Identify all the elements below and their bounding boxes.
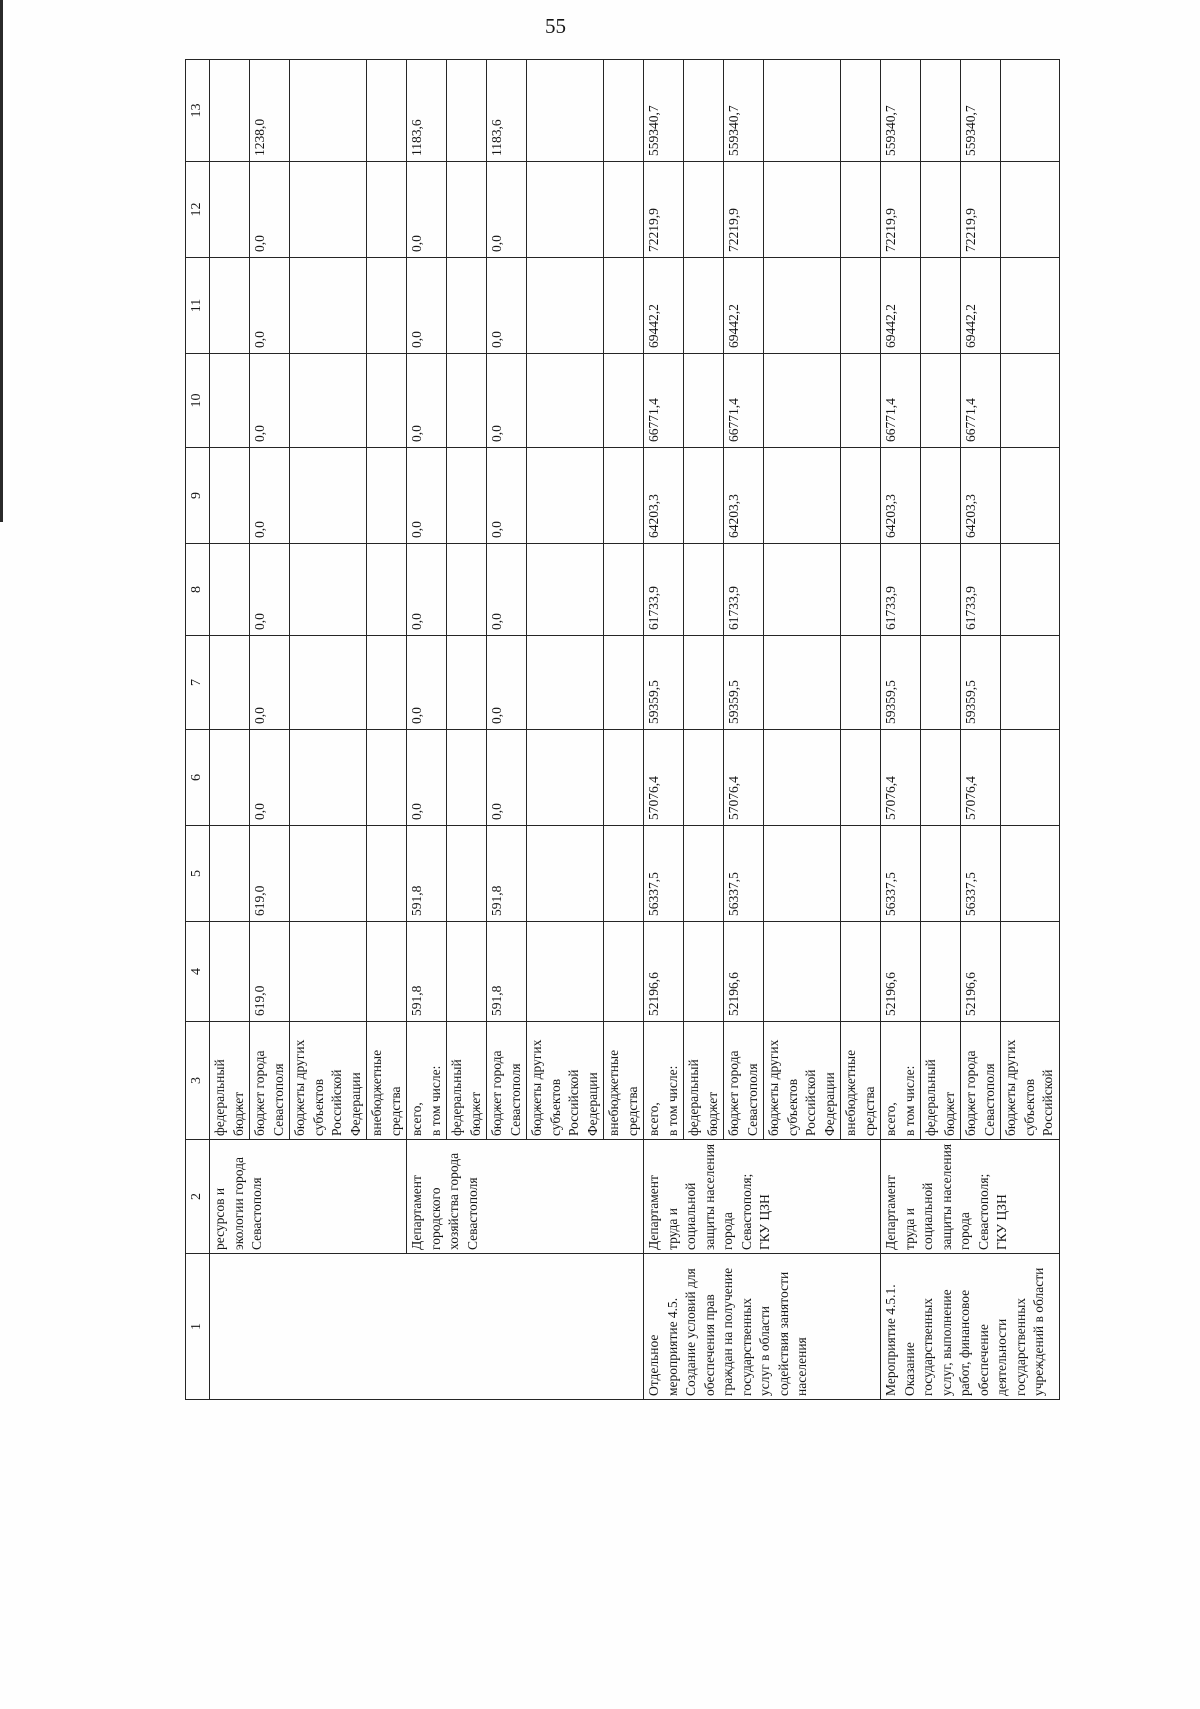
amount-cell <box>210 162 250 258</box>
amount-cell: 64203,3 <box>961 448 1001 544</box>
funding-source-cell: федеральный бюджет <box>210 1022 250 1140</box>
amount-cell <box>841 730 881 826</box>
measure-name-cell <box>210 1254 644 1400</box>
amount-cell <box>841 922 881 1022</box>
amount-cell: 64203,3 <box>724 448 764 544</box>
amount-cell: 591,8 <box>487 826 527 922</box>
column-number-13: 13 <box>186 60 210 162</box>
funding-source-cell: бюджеты других субъектов Российской Федерации <box>290 1022 367 1140</box>
amount-cell <box>604 544 644 636</box>
amount-cell: 57076,4 <box>961 730 1001 826</box>
rotated-table-wrapper <box>185 60 1060 1400</box>
amount-cell <box>1001 730 1060 826</box>
amount-cell: 56337,5 <box>644 826 684 922</box>
amount-cell <box>841 544 881 636</box>
funding-source-cell: федеральный бюджет <box>684 1022 724 1140</box>
amount-cell <box>764 826 841 922</box>
amount-cell <box>764 60 841 162</box>
funding-source-cell: бюджеты других субъектов Российской <box>1001 1022 1060 1140</box>
amount-cell: 66771,4 <box>881 354 921 448</box>
column-number-11: 11 <box>186 258 210 354</box>
amount-cell: 72219,9 <box>724 162 764 258</box>
amount-cell <box>684 354 724 448</box>
funding-source-cell: бюджет города Севастополя <box>724 1022 764 1140</box>
amount-cell: 59359,5 <box>644 636 684 730</box>
funding-source-cell: всего, в том числе: <box>881 1022 921 1140</box>
amount-cell <box>604 258 644 354</box>
funding-source-cell: федеральный бюджет <box>447 1022 487 1140</box>
funding-source-cell: бюджеты других субъектов Российской Федерации <box>527 1022 604 1140</box>
amount-cell: 619,0 <box>250 826 290 922</box>
amount-cell <box>604 730 644 826</box>
amount-cell <box>764 544 841 636</box>
amount-cell: 61733,9 <box>961 544 1001 636</box>
amount-cell <box>210 636 250 730</box>
amount-cell: 559340,7 <box>724 60 764 162</box>
amount-cell <box>921 826 961 922</box>
amount-cell: 0,0 <box>250 636 290 730</box>
amount-cell <box>764 730 841 826</box>
amount-cell <box>367 258 407 354</box>
amount-cell <box>684 636 724 730</box>
amount-cell <box>447 258 487 354</box>
amount-cell <box>367 922 407 1022</box>
amount-cell <box>210 258 250 354</box>
amount-cell <box>684 448 724 544</box>
amount-cell: 64203,3 <box>644 448 684 544</box>
amount-cell: 0,0 <box>250 448 290 544</box>
funding-source-cell: внебюджетные средства <box>604 1022 644 1140</box>
amount-cell <box>1001 60 1060 162</box>
amount-cell <box>1001 826 1060 922</box>
executor-cell: Департамент городского хозяйства города Севастополя <box>407 1140 644 1254</box>
amount-cell: 66771,4 <box>644 354 684 448</box>
amount-cell: 66771,4 <box>961 354 1001 448</box>
amount-cell <box>604 826 644 922</box>
amount-cell <box>290 354 367 448</box>
amount-cell <box>367 826 407 922</box>
amount-cell <box>210 448 250 544</box>
measure-name-cell: Мероприятие 4.5.1. Оказание государственных услуг, выполнение работ, финансовое обеспечение деятельности государственных учреждений в области <box>881 1254 1060 1400</box>
executor-cell: Департамент труда и социальной защиты населения города Севастополя; ГКУ ЦЗН <box>881 1140 1060 1254</box>
amount-cell: 1183,6 <box>407 60 447 162</box>
amount-cell <box>921 60 961 162</box>
amount-cell <box>367 354 407 448</box>
amount-cell <box>841 826 881 922</box>
amount-cell <box>684 544 724 636</box>
amount-cell: 619,0 <box>250 922 290 1022</box>
amount-cell: 57076,4 <box>644 730 684 826</box>
amount-cell <box>527 730 604 826</box>
amount-cell: 61733,9 <box>881 544 921 636</box>
amount-cell: 0,0 <box>250 730 290 826</box>
amount-cell: 559340,7 <box>881 60 921 162</box>
amount-cell <box>921 258 961 354</box>
amount-cell <box>921 730 961 826</box>
column-number-7: 7 <box>186 636 210 730</box>
column-number-2: 2 <box>186 1140 210 1254</box>
amount-cell <box>1001 162 1060 258</box>
amount-cell <box>604 354 644 448</box>
amount-cell <box>841 448 881 544</box>
amount-cell: 69442,2 <box>961 258 1001 354</box>
amount-cell: 0,0 <box>407 162 447 258</box>
amount-cell <box>210 730 250 826</box>
amount-cell: 0,0 <box>250 354 290 448</box>
table-row <box>644 60 684 1400</box>
amount-cell <box>527 60 604 162</box>
column-number-9: 9 <box>186 448 210 544</box>
funding-source-cell: федеральный бюджет <box>921 1022 961 1140</box>
amount-cell: 72219,9 <box>881 162 921 258</box>
amount-cell: 59359,5 <box>724 636 764 730</box>
amount-cell: 1238,0 <box>250 60 290 162</box>
amount-cell: 0,0 <box>250 162 290 258</box>
amount-cell <box>1001 544 1060 636</box>
amount-cell <box>921 448 961 544</box>
amount-cell: 72219,9 <box>961 162 1001 258</box>
measure-name-cell: Отдельное мероприятие 4.5. Создание условий для обеспечения прав граждан на получение государственных услуг в области содействия занятости населения <box>644 1254 881 1400</box>
amount-cell <box>921 922 961 1022</box>
amount-cell <box>684 922 724 1022</box>
amount-cell <box>527 826 604 922</box>
amount-cell <box>764 636 841 730</box>
amount-cell: 0,0 <box>407 258 447 354</box>
amount-cell <box>367 544 407 636</box>
amount-cell <box>921 636 961 730</box>
amount-cell: 61733,9 <box>724 544 764 636</box>
amount-cell <box>527 636 604 730</box>
amount-cell <box>290 730 367 826</box>
executor-cell: Департамент труда и социальной защиты населения города Севастополя; ГКУ ЦЗН <box>644 1140 881 1254</box>
amount-cell <box>290 258 367 354</box>
amount-cell: 64203,3 <box>881 448 921 544</box>
amount-cell <box>210 354 250 448</box>
amount-cell <box>210 544 250 636</box>
amount-cell: 72219,9 <box>644 162 684 258</box>
amount-cell <box>447 730 487 826</box>
amount-cell <box>527 544 604 636</box>
amount-cell <box>841 258 881 354</box>
funding-source-cell: всего, в том числе: <box>644 1022 684 1140</box>
amount-cell <box>290 826 367 922</box>
amount-cell <box>527 922 604 1022</box>
funding-source-cell: всего, в том числе: <box>407 1022 447 1140</box>
amount-cell <box>290 636 367 730</box>
amount-cell <box>527 162 604 258</box>
amount-cell: 0,0 <box>250 544 290 636</box>
amount-cell <box>684 730 724 826</box>
amount-cell <box>367 448 407 544</box>
amount-cell: 591,8 <box>487 922 527 1022</box>
amount-cell <box>447 922 487 1022</box>
amount-cell <box>604 922 644 1022</box>
amount-cell <box>604 162 644 258</box>
amount-cell <box>764 448 841 544</box>
executor-cell: ресурсов и экологии города Севастополя <box>210 1140 407 1254</box>
column-number-1: 1 <box>186 1254 210 1400</box>
funding-source-cell: бюджет города Севастополя <box>487 1022 527 1140</box>
amount-cell <box>447 544 487 636</box>
amount-cell <box>604 60 644 162</box>
column-number-12: 12 <box>186 162 210 258</box>
amount-cell: 0,0 <box>487 544 527 636</box>
amount-cell <box>527 258 604 354</box>
funding-source-cell: бюджет города Севастополя <box>961 1022 1001 1140</box>
amount-cell <box>367 730 407 826</box>
column-number-8: 8 <box>186 544 210 636</box>
amount-cell: 0,0 <box>407 544 447 636</box>
amount-cell <box>764 258 841 354</box>
amount-cell: 69442,2 <box>644 258 684 354</box>
amount-cell <box>921 544 961 636</box>
budget-table-body <box>210 60 1060 1400</box>
amount-cell <box>290 922 367 1022</box>
amount-cell <box>210 60 250 162</box>
amount-cell <box>764 922 841 1022</box>
amount-cell: 0,0 <box>250 258 290 354</box>
amount-cell: 559340,7 <box>961 60 1001 162</box>
amount-cell <box>447 826 487 922</box>
amount-cell <box>764 354 841 448</box>
amount-cell: 59359,5 <box>881 636 921 730</box>
amount-cell <box>1001 448 1060 544</box>
amount-cell: 591,8 <box>407 922 447 1022</box>
page-number: 55 <box>545 14 566 38</box>
amount-cell: 0,0 <box>407 354 447 448</box>
amount-cell: 1183,6 <box>487 60 527 162</box>
amount-cell <box>604 636 644 730</box>
amount-cell <box>841 60 881 162</box>
amount-cell <box>447 60 487 162</box>
funding-source-cell: внебюджетные средства <box>367 1022 407 1140</box>
amount-cell: 66771,4 <box>724 354 764 448</box>
amount-cell: 57076,4 <box>724 730 764 826</box>
amount-cell: 69442,2 <box>881 258 921 354</box>
amount-cell <box>367 162 407 258</box>
amount-cell: 0,0 <box>487 636 527 730</box>
amount-cell <box>527 448 604 544</box>
amount-cell <box>684 826 724 922</box>
table-row <box>881 60 921 1400</box>
amount-cell <box>921 162 961 258</box>
amount-cell <box>290 448 367 544</box>
amount-cell <box>684 162 724 258</box>
amount-cell: 52196,6 <box>724 922 764 1022</box>
amount-cell: 0,0 <box>407 730 447 826</box>
column-number-5: 5 <box>186 826 210 922</box>
column-number-4: 4 <box>186 922 210 1022</box>
amount-cell: 591,8 <box>407 826 447 922</box>
funding-source-cell: бюджет города Севастополя <box>250 1022 290 1140</box>
amount-cell <box>841 162 881 258</box>
amount-cell: 0,0 <box>407 448 447 544</box>
table-row <box>210 60 250 1400</box>
amount-cell <box>684 258 724 354</box>
amount-cell <box>1001 354 1060 448</box>
amount-cell: 0,0 <box>487 354 527 448</box>
amount-cell: 56337,5 <box>724 826 764 922</box>
budget-table <box>185 59 1060 1400</box>
funding-source-cell: бюджеты других субъектов Российской Федерации <box>764 1022 841 1140</box>
amount-cell: 52196,6 <box>644 922 684 1022</box>
amount-cell <box>841 354 881 448</box>
amount-cell <box>447 636 487 730</box>
funding-source-cell: внебюджетные средства <box>841 1022 881 1140</box>
column-number-3: 3 <box>186 1022 210 1140</box>
column-number-row <box>186 60 210 1400</box>
amount-cell: 57076,4 <box>881 730 921 826</box>
amount-cell <box>447 448 487 544</box>
amount-cell <box>1001 922 1060 1022</box>
amount-cell: 0,0 <box>407 636 447 730</box>
amount-cell <box>290 60 367 162</box>
amount-cell <box>367 60 407 162</box>
amount-cell <box>841 636 881 730</box>
amount-cell: 0,0 <box>487 730 527 826</box>
amount-cell <box>367 636 407 730</box>
amount-cell <box>764 162 841 258</box>
amount-cell <box>290 544 367 636</box>
column-number-6: 6 <box>186 730 210 826</box>
amount-cell: 52196,6 <box>961 922 1001 1022</box>
column-number-10: 10 <box>186 354 210 448</box>
amount-cell: 559340,7 <box>644 60 684 162</box>
amount-cell: 56337,5 <box>961 826 1001 922</box>
amount-cell <box>921 354 961 448</box>
table-row <box>407 60 447 1400</box>
amount-cell <box>447 162 487 258</box>
scan-edge-line <box>0 0 3 522</box>
amount-cell: 0,0 <box>487 162 527 258</box>
amount-cell <box>210 922 250 1022</box>
amount-cell: 56337,5 <box>881 826 921 922</box>
amount-cell <box>527 354 604 448</box>
amount-cell: 0,0 <box>487 258 527 354</box>
amount-cell: 52196,6 <box>881 922 921 1022</box>
amount-cell <box>684 60 724 162</box>
amount-cell <box>1001 636 1060 730</box>
amount-cell: 59359,5 <box>961 636 1001 730</box>
amount-cell <box>1001 258 1060 354</box>
amount-cell: 69442,2 <box>724 258 764 354</box>
amount-cell <box>210 826 250 922</box>
amount-cell <box>290 162 367 258</box>
amount-cell: 61733,9 <box>644 544 684 636</box>
amount-cell <box>604 448 644 544</box>
amount-cell: 0,0 <box>487 448 527 544</box>
amount-cell <box>447 354 487 448</box>
